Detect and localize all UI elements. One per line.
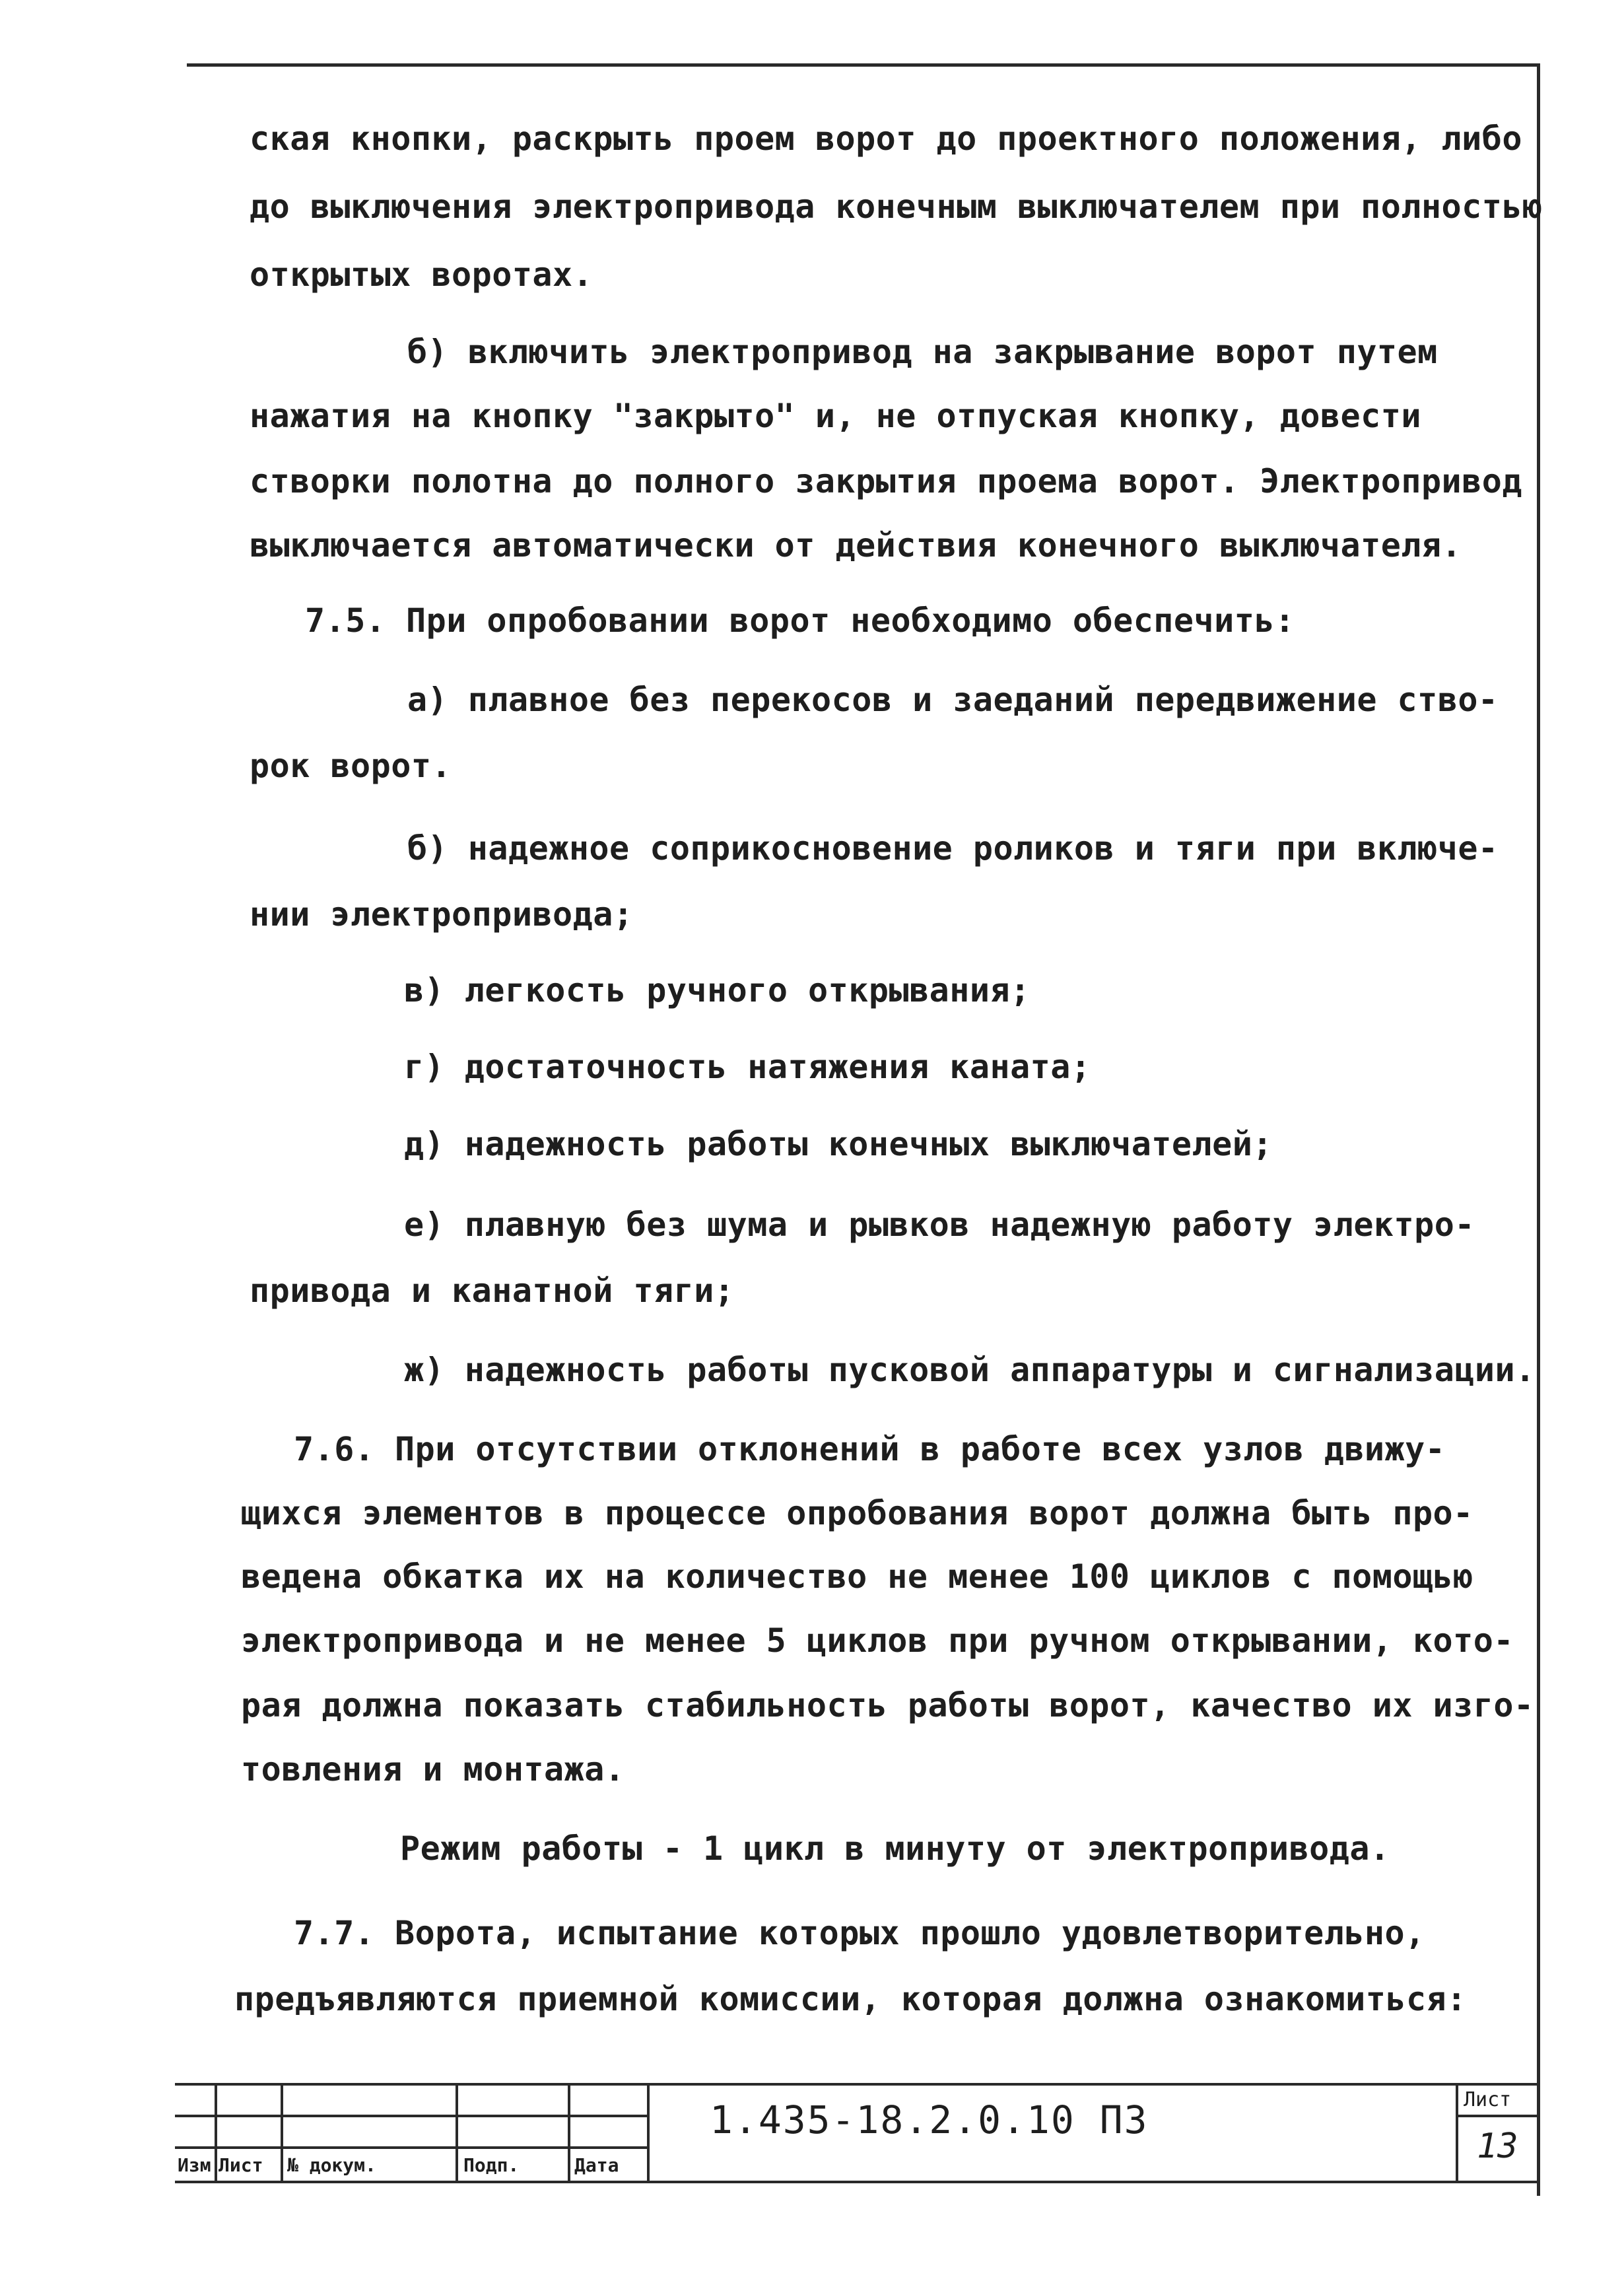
text-line: д) надежность работы конечных выключателей; — [404, 1125, 1273, 1163]
stamp-col-divider — [281, 2083, 283, 2182]
text-line: ская кнопки, раскрыть проем ворот до проектного положения, либо — [250, 119, 1522, 158]
text-line: в) легкость ручного открывания; — [404, 971, 1031, 1009]
section-heading-7-5: 7.5. При опробовании ворот необходимо обеспечить: — [305, 601, 1295, 640]
text-line: б) включить электропривод на закрывание ворот путем — [407, 333, 1438, 371]
stamp-border-top — [175, 2083, 1540, 2086]
stamp-col-divider — [647, 2083, 650, 2182]
text-line: щихся элементов в процессе опробования ворот должна быть про- — [241, 1494, 1473, 1532]
text-line: ведена обкатка их на количество не менее 100 циклов с помощью — [241, 1557, 1473, 1596]
text-line: выключается автоматически от действия конечного выключателя. — [250, 526, 1462, 564]
text-line: рая должна показать стабильность работы ворот, качество их изго- — [241, 1686, 1534, 1724]
stamp-col-divider — [456, 2083, 458, 2182]
text-line: рок ворот. — [250, 747, 452, 785]
text-line: б) надежное соприкосновение роликов и тяги при включе- — [407, 829, 1499, 868]
text-line: до выключения электропривода конечным выключателем при полностью — [250, 187, 1543, 226]
text-line: товления и монтажа. — [241, 1750, 625, 1788]
document-code: 1.435-18.2.0.10 ПЗ — [710, 2097, 1149, 2142]
page-frame-right — [1537, 63, 1540, 2196]
stamp-label-date: Дата — [574, 2154, 619, 2176]
text-line: нии электропривода; — [250, 895, 634, 934]
text-line: предъявляются приемной комиссии, которая должна ознакомиться: — [234, 1980, 1467, 2018]
text-line: г) достаточность натяжения каната; — [404, 1048, 1091, 1086]
sheet-number: 13 — [1477, 2127, 1518, 2166]
section-heading-7-6: 7.6. При отсутствии отклонений в работе всех узлов движу- — [294, 1430, 1446, 1468]
stamp-col-divider — [215, 2083, 217, 2182]
page-frame-top — [187, 63, 1540, 67]
stamp-label-sign: Подп. — [463, 2154, 520, 2176]
stamp-row-divider — [175, 2146, 647, 2149]
stamp-col-divider — [1456, 2083, 1458, 2182]
stamp-col-divider — [568, 2083, 570, 2182]
stamp-label-doc: № докум. — [287, 2154, 376, 2176]
text-line: нажатия на кнопку "закрыто" и, не отпуская кнопку, довести — [250, 397, 1421, 435]
stamp-border-bottom — [175, 2181, 1540, 2183]
text-line: Режим работы - 1 цикл в минуту от электропривода. — [400, 1829, 1390, 1868]
stamp-label-list: Лист — [219, 2154, 263, 2176]
text-line: привода и канатной тяги; — [250, 1272, 735, 1310]
section-heading-7-7: 7.7. Ворота, испытание которых прошло удовлетворительно, — [294, 1914, 1425, 1952]
text-line: ж) надежность работы пусковой аппаратуры и сигнализации. — [404, 1351, 1536, 1389]
text-line: электропривода и не менее 5 циклов при ручном открывании, кото- — [241, 1621, 1514, 1660]
stamp-row-divider — [175, 2115, 647, 2117]
sheet-label: Лист — [1464, 2088, 1512, 2111]
text-line: е) плавную без шума и рывков надежную работу электро- — [404, 1206, 1475, 1244]
stamp-sheet-divider — [1456, 2115, 1540, 2117]
text-line: створки полотна до полного закрытия проема ворот. Электропривод — [250, 462, 1522, 500]
title-block-stamp — [175, 2083, 1540, 2182]
text-line: открытых воротах. — [250, 255, 593, 294]
text-line: а) плавное без перекосов и заеданий передвижение ство- — [407, 681, 1499, 719]
stamp-label-izm: Изм — [178, 2154, 211, 2176]
